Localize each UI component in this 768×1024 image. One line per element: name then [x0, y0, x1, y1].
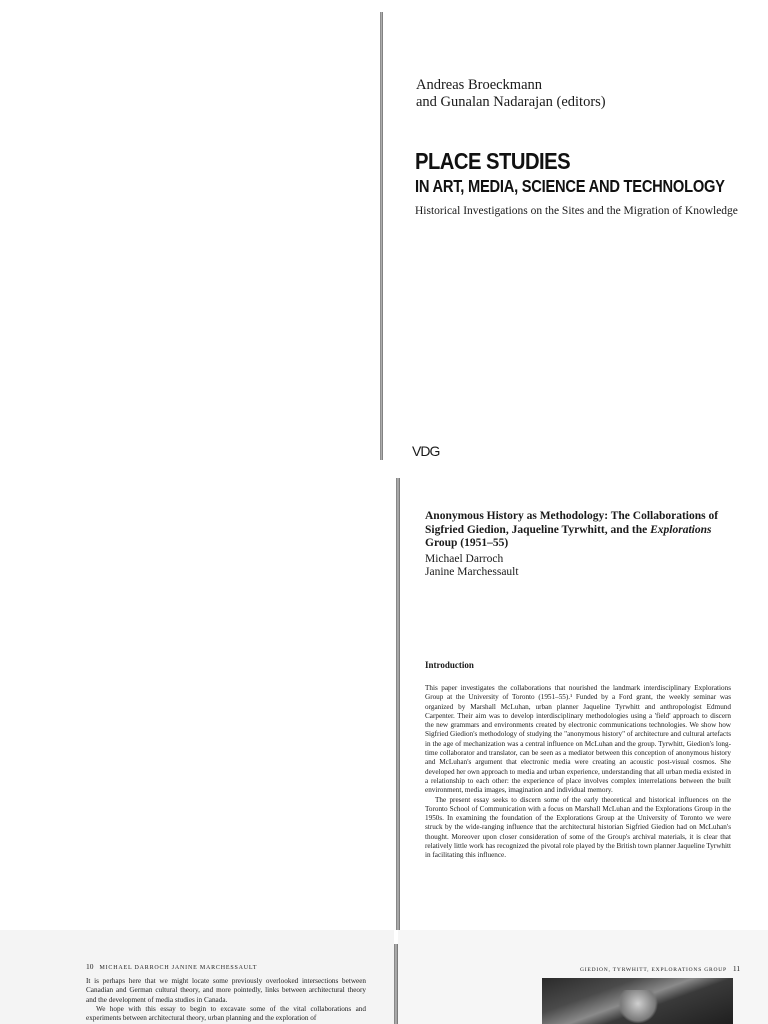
archival-photo-highlight	[618, 990, 658, 1024]
author-2: Janine Marchessault	[425, 566, 519, 578]
body-paragraph: This paper investigates the collaborations that nourished the landmark interdisciplinary Explorations Group at the University of Toronto (1951–55).¹ Funded by a Ford grant, the weekly seminar was organized by Marshall McLuhan, urban planner Jaqueline Tyrwhitt and anthropologist Edmund Carpenter. Their aim was to develop interdisciplinary methodologies using a 'field' approach to discern the new grammars and environments created by electronic communications technologies. We show how Sigfried Giedion's methodology of studying the "anonymous history" of architecture and cultural artefacts in the age of mechanization was a central influence on McLuhan and the group. Tyrwhitt, Giedion's long-time collaborator and translator, can be seen as a mediator between this conception of anonymous history and McLuhan's argument that electronic media were creating an acoustic post-visual cosmos. She developed her own approach to media and urban experience, understanding that all urban media existed in a relationship to each other: the experience of place involves complex interrelations between the built environment, media images, imagination and individual memory.	[425, 684, 731, 795]
running-head-text: GIEDION, TYRWHITT, EXPLORATIONS GROUP	[580, 967, 727, 973]
article-title-part-2: Group (1951–55)	[425, 537, 509, 549]
article-authors	[425, 553, 519, 579]
page-number: 10	[86, 962, 94, 971]
page-gutter	[394, 944, 398, 1024]
publisher-logo: VDG	[412, 443, 440, 459]
page-number: 11	[732, 964, 741, 973]
body-paragraph: It is perhaps here that we might locate some previously overlooked intersections between Canadian and German cultural theory, and more pointedly, links between architectural theory and the development of media studies in Canada.	[86, 977, 366, 1004]
article-title-italic: Explorations	[650, 523, 712, 536]
book-subtitle-heading: IN ART, MEDIA, SCIENCE AND TECHNOLOGY	[415, 176, 725, 196]
page-gutter	[396, 478, 400, 930]
running-head-text: MICHAEL DARROCH JANINE MARCHESSAULT	[99, 965, 258, 971]
editors-line-2: and Gunalan Nadarajan (editors)	[416, 94, 606, 110]
right-running-head	[580, 964, 740, 973]
book-title: PLACE STUDIES	[415, 148, 571, 174]
article-title-part-1: Anonymous History as Methodology: The Collaborations of Sigfried Giedion, Jaqueline Tyrwhitt, and the	[425, 510, 719, 536]
author-1: Michael Darroch	[425, 553, 504, 565]
page-gutter	[380, 12, 383, 460]
body-paragraph: We hope with this essay to begin to excavate some of the vital collaborations and experiments between architectural theory, urban planning and the exploration of	[86, 1004, 366, 1023]
title-page	[0, 0, 768, 470]
editors	[416, 77, 606, 111]
book-subtitle: Historical Investigations on the Sites and the Migration of Knowledge	[415, 205, 738, 217]
left-running-head	[86, 962, 257, 971]
article-body	[425, 684, 731, 861]
editors-line-1: Andreas Broeckmann	[416, 77, 543, 93]
left-page-body	[86, 977, 366, 1023]
body-paragraph: The present essay seeks to discern some of the early theoretical and historical influences on the Toronto School of Communication with a focus on Marshall McLuhan and the Explorations Group in the 1950s. In examining the foundation of the Explorations Group at the University of Toronto we were struck by the wide-ranging influence that the architectural historian Sigfried Giedion had on McLuhan's thought. Moreover upon closer consideration of some of the Group's archival materials, it is clear that relatively little work has recognized the pivotal role played by the British town planner Jaqueline Tyrwhitt in facilitating this influence.	[425, 795, 731, 860]
article-title	[425, 510, 735, 551]
section-heading: Introduction	[425, 660, 474, 670]
